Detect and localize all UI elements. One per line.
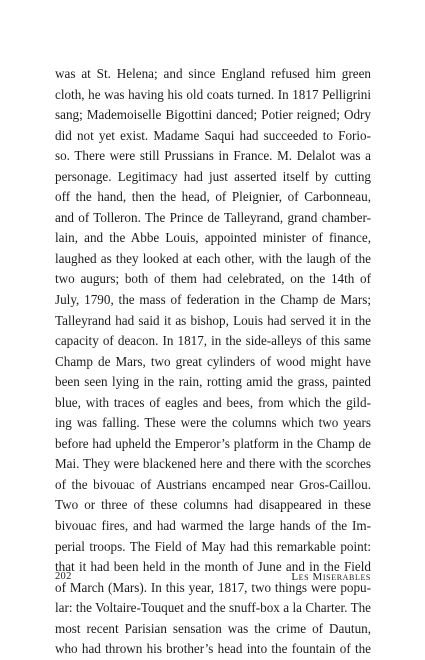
text-line: who had thrown his brother’s head into the fountain of the [55,641,371,657]
text-line: was at St. Helena; and since England refused him green [55,66,371,81]
text-line: so. There were still Prussians in France. M. Delalot was a [55,148,371,164]
text-line: been seen lying in the rain, rotting amid the grass, painted [55,374,371,390]
text-line: of March (Mars). In this year, 1817, two things were popu- [55,579,371,595]
page-footer [55,569,371,585]
text-line: laughed as they looked at each other, with the laugh of the [55,250,371,266]
text-line: two augurs; both of them had celebrated, on the 14th of [55,271,371,287]
text-line: lain, and the Abbe Louis, appointed minister of finance, [55,230,371,246]
text-line: cloth, he was having his old coats turned. In 1817 Pelligrini [55,86,371,102]
text-line: off the hand, then the head, of Pleignier, of Carbonneau, [55,189,371,205]
text-line: capacity of deacon. In 1817, in the side-alleys of this same [55,333,371,349]
text-line: Mai. They were blackened here and there with the scorches [55,456,371,472]
text-line: before had upheld the Emperor’s platform in the Champ de [55,435,371,451]
text-line: Two or three of these columns had disappeared in these [55,497,371,513]
text-line: sang; Mademoiselle Bigottini danced; Potier reigned; Odry [55,107,371,123]
text-line: perial troops. The Field of May had this remarkable point: [55,538,371,554]
text-line: personage. Legitimacy had just asserted itself by cutting [55,168,371,184]
running-title: Les Miserables [291,571,371,583]
text-line: Talleyrand had said it as bishop, Louis had served it in the [55,312,371,328]
text-line: lar: the Voltaire-Touquet and the snuff-box a la Charter. The [55,600,371,616]
text-line: of the bivouac of Austrians encamped near Gros-Caillou. [55,476,371,492]
text-line: bivouac fires, and had warmed the large hands of the Im- [55,518,371,534]
text-line: that it had been held in the month of June and in the Field [55,559,371,575]
text-line: July, 1790, the mass of federation in the Champ de Mars; [55,292,371,308]
text-line: did not yet exist. Madame Saqui had succeeded to Forio- [55,127,371,143]
text-line: blue, with traces of eagles and bees, from which the gild- [55,394,371,410]
text-line: most recent Parisian sensation was the crime of Dautun, [55,620,371,636]
page-number: 202 [55,571,72,582]
text-line: ing was falling. These were the columns which two years [55,415,371,431]
text-line: and of Tolleron. The Prince de Talleyrand, grand chamber- [55,209,371,225]
text-line: Champ de Mars, two great cylinders of wood might have [55,353,371,369]
